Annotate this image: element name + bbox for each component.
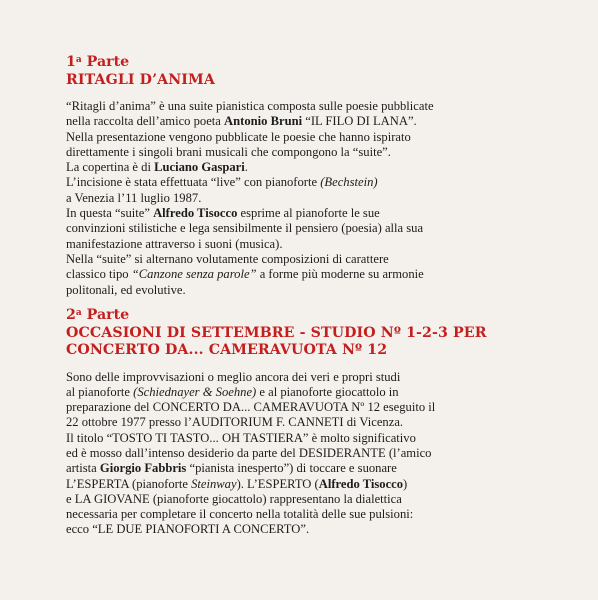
text-run: .	[244, 160, 248, 175]
italic-text: (Schiednayer & Soehne)	[133, 384, 257, 399]
part-2-number: 2	[66, 307, 76, 323]
body-line	[66, 522, 566, 537]
text-run: preparazione del CONCERTO DA... CAMERAVUOTA Nº 12 eseguito il	[66, 400, 436, 415]
text-run: a Venezia l’11 luglio 1987.	[66, 190, 202, 205]
body-line	[66, 400, 566, 415]
text-run: manifestazione attraverso i suoni (musica).	[66, 236, 283, 251]
italic-text: “Canzone senza parole”	[131, 267, 257, 282]
text-run: ecco “LE DUE PIANOFORTI A CONCERTO”.	[66, 522, 310, 537]
part-2-title-line-2: CONCERTO DA... CAMERAVUOTA Nº 12	[66, 342, 388, 358]
text-run: a forme più moderne su armonie	[256, 267, 424, 282]
text-run: ). L’ESPERTO (	[236, 476, 319, 491]
body-line	[66, 267, 566, 282]
part-2-section	[66, 305, 566, 538]
text-run: “IL FILO DI LANA”.	[302, 114, 417, 129]
part-1-title: RITAGLI D’ANIMA	[66, 71, 215, 88]
body-line	[66, 461, 566, 476]
body-line	[66, 175, 566, 190]
bold-name: Alfredo Tisocco	[318, 476, 404, 491]
italic-text: (Bechstein)	[320, 175, 378, 190]
text-run: classico tipo	[66, 267, 132, 282]
body-line	[66, 237, 566, 252]
text-run: Nella presentazione vengono pubblicate le poesie che hanno ispirato	[66, 129, 411, 144]
text-run: La copertina è di	[66, 160, 155, 175]
text-run: Nella “suite” si alternano volutamente composizioni di carattere	[66, 251, 389, 266]
bold-name: Giorgio Fabbris	[99, 461, 187, 476]
part-1-word: Parte	[81, 54, 130, 70]
part-2-body	[66, 370, 566, 538]
text-run: necessaria per completare il concerto nella totalità delle sue pulsioni:	[66, 507, 414, 522]
body-line	[66, 477, 566, 492]
text-run: “pianista inesperto”) di toccare e suonare	[186, 461, 397, 476]
body-line	[66, 206, 566, 221]
body-line	[66, 492, 566, 507]
part-1-body	[66, 99, 566, 298]
body-line	[66, 370, 566, 385]
body-line	[66, 385, 566, 400]
part-1-heading	[66, 52, 566, 72]
body-line	[66, 252, 566, 267]
bold-name: Antonio Bruni	[224, 114, 303, 129]
body-line	[66, 130, 566, 145]
text-run: L’incisione è stata effettuata “live” con pianoforte	[66, 175, 321, 190]
body-line	[66, 431, 566, 446]
italic-text: Steinway	[191, 476, 237, 491]
part-2-word: Parte	[81, 307, 130, 323]
body-line	[66, 114, 566, 129]
part-1-number: 1	[66, 54, 76, 70]
body-line	[66, 446, 566, 461]
text-run: direttamente i singoli brani musicali che compongono la “suite”.	[66, 144, 391, 159]
text-run: In questa “suite”	[66, 206, 154, 221]
part-2-title-line-1: OCCASIONI DI SETTEMBRE - STUDIO Nº 1-2-3 PER	[66, 324, 487, 341]
body-line	[66, 99, 566, 114]
text-run: convinzioni stilistiche e lega sensibilmente il pensiero (poesia) alla sua	[66, 221, 424, 236]
body-line	[66, 283, 566, 298]
text-run: al pianoforte	[66, 384, 134, 399]
body-line	[66, 221, 566, 236]
part-2-ordinal: a	[75, 308, 82, 318]
text-run: e al pianoforte giocattolo in	[256, 384, 399, 399]
text-run: Il titolo “TOSTO TI TASTO... OH TASTIERA” è molto significativo	[66, 430, 416, 445]
text-run: Sono delle improvvisazioni o meglio ancora dei veri e propri studi	[66, 369, 401, 384]
part-2-heading	[66, 305, 566, 325]
body-line	[66, 415, 566, 430]
bold-name: Luciano Gaspari	[154, 160, 245, 175]
body-line	[66, 191, 566, 206]
part-1-ordinal: a	[75, 55, 82, 65]
text-run: “Ritagli d’anima” è una suite pianistica composta sulle poesie pubblicate	[66, 99, 434, 113]
part-1-section	[66, 52, 566, 298]
text-run: artista	[66, 461, 100, 476]
text-run: politonali, ed evolutive.	[66, 282, 186, 297]
text-run: e LA GIOVANE (pianoforte giocattolo) rappresentano la dialettica	[66, 491, 402, 506]
text-run: 22 ottobre 1977 presso l’AUDITORIUM F. CANNETI di Vicenza.	[66, 415, 404, 430]
text-run: L’ESPERTA (pianoforte	[66, 476, 192, 491]
text-run: esprime al pianoforte le sue	[237, 206, 380, 221]
text-run: ed è mosso dall’intenso desiderio da parte del DESIDERANTE (l’amico	[66, 445, 432, 460]
bold-name: Alfredo Tisocco	[153, 206, 238, 221]
body-line	[66, 507, 566, 522]
text-run: )	[403, 476, 408, 491]
text-run: nella raccolta dell’amico poeta	[66, 114, 225, 129]
body-line	[66, 145, 566, 160]
body-line	[66, 160, 566, 175]
